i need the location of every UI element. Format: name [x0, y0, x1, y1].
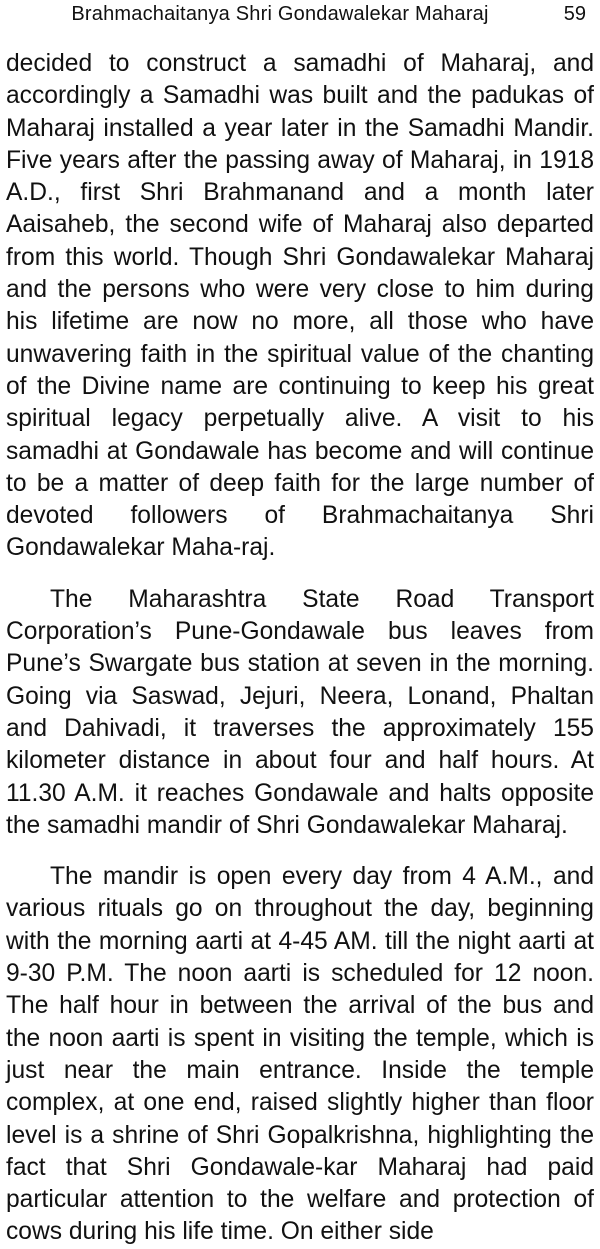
body-text [6, 48, 594, 1249]
paragraph-samadhi-history: decided to construct a samadhi of Maharaj, and accordingly a Samadhi was built and the padukas of Maharaj installed a year later in the Samadhi Mandir. Five years after the passing away of Maharaj, in 1918 A.D., first Shri Brahmanand and a month later Aaisaheb, the second wife of Maharaj also departed from this world. Though Shri Gondawalekar Maharaj and the persons who were very close to him during his lifetime are now no more, all those who have unwavering faith in the spiritual value of the chanting of the Divine name are continuing to keep his great spiritual legacy perpetually alive. A visit to his samadhi at Gondawale has become and will continue to be a matter of deep faith for the large number of devoted followers of Brahmachaitanya Shri Gondawalekar Maha-raj. [6, 50, 594, 562]
paragraph-bus-route: The Maharashtra State Road Transport Corporation’s Pune-Gondawale bus leaves from Pune’s Swargate bus station at seven in the morning. Going via Saswad, Jejuri, Neera, Lonand, Phaltan and Dahivadi, it traverses the approximately 155 kilometer distance in about four and half hours. At 11.30 A.M. it reaches Gondawale and halts opposite the samadhi mandir of Shri Gondawalekar Maharaj. [6, 585, 594, 839]
paragraph-mandir-rituals: The mandir is open every day from 4 A.M., and various rituals go on throughout the day, beginning with the morning aarti at 4-45 AM. till the night aarti at 9-30 P.M. The noon aarti is scheduled for 12 noon. The half hour in between the arrival of the bus and the noon aarti is spent in visiting the temple, which is just near the main entrance. Inside the temple complex, at one end, raised slightly higher than floor level is a shrine of Shri Gopalkrishna, highlighting the fact that Shri Gondawale-kar Maharaj had paid particular attention to the welfare and protection of cows during his life time. On either side [6, 863, 594, 1246]
running-title: Brahmachaitanya Shri Gondawalekar Maharaj [71, 3, 489, 25]
page-number: 59 [563, 3, 586, 25]
running-header [0, 0, 600, 34]
